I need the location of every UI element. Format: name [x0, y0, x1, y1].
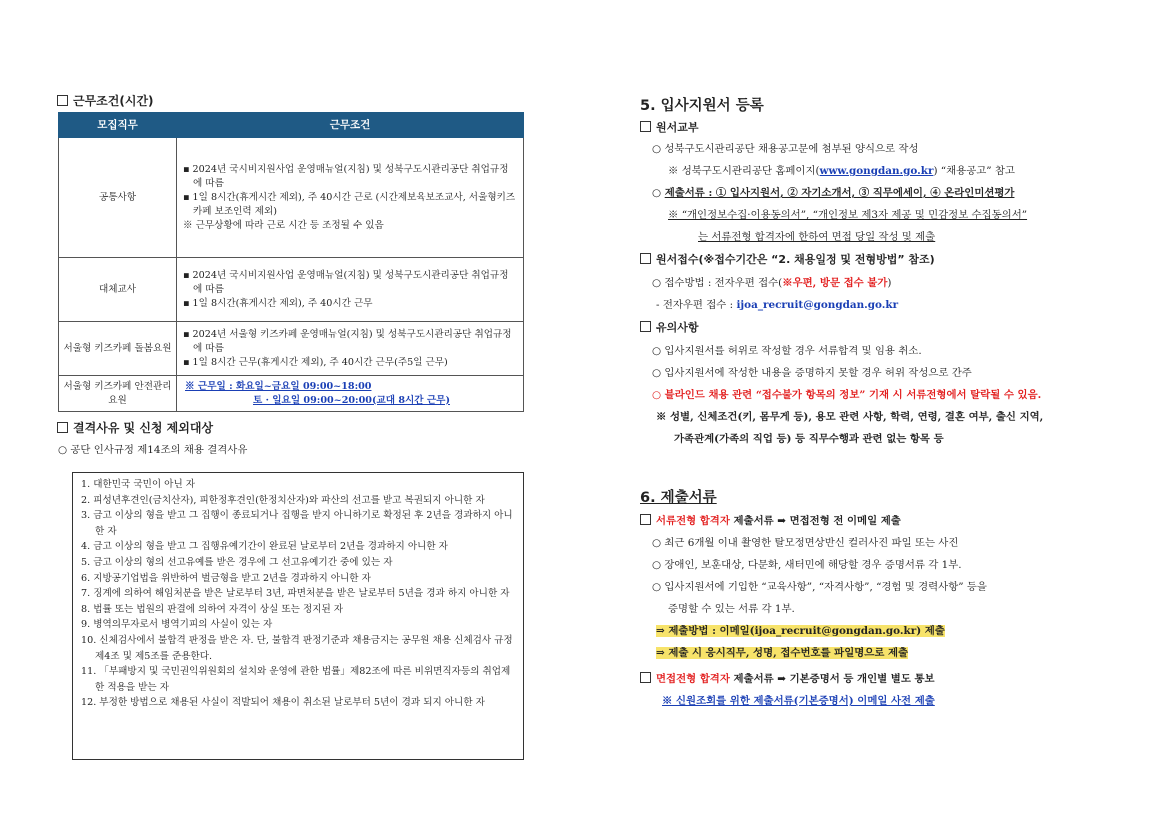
text-line: ⇒ 제출방법 : 이메일(ijoa_recruit@gongdan.go.kr) 제출: [656, 625, 945, 637]
text-line: ○ 최근 6개월 이내 촬영한 탈모정면상반신 컬러사진 파일 또는 사진: [652, 537, 959, 549]
recruit-email-link[interactable]: ijoa_recruit@gongdan.go.kr: [736, 299, 899, 311]
condition-line: 토 · 일요일 09:00~20:00(교대 8시간 근무): [253, 394, 450, 406]
text-line: ※ “개인정보수집·이용동의서”, “개인정보 제3자 제공 및 민감정보 수집동의서”: [668, 209, 1028, 221]
text-line: - 전자우편 접수 : ijoa_recruit@gongdan.go.kr: [656, 299, 899, 311]
section6-title: 6. 제출서류: [640, 490, 717, 506]
list-item: 5. 금고 이상의 형의 선고유예를 받은 경우에 그 선고유예기간 중에 있는 자: [81, 556, 393, 568]
document-pass-heading: 서류전형 합격자 제출서류 ➡ 면접전형 전 이메일 제출: [640, 510, 1120, 532]
job-cell: 서울형 키즈카페 돌봄요원: [59, 322, 177, 376]
section5-title: 5. 입사지원서 등록: [640, 98, 764, 114]
text-line: ○ 입사지원서에 작성한 내용을 증명하지 못할 경우 허위 작성으로 간주: [652, 367, 972, 379]
condition-line: ▪ 2024년 국시비지원사업 운영매뉴얼(지침) 및 성북구도시관리공단 취업규정에 따름: [183, 163, 509, 189]
condition-line: ▪ 2024년 국시비지원사업 운영매뉴얼(지침) 및 성북구도시관리공단 취업규정에 따름: [183, 269, 509, 295]
condition-line: ▪ 1일 8시간(휴게시간 제외), 주 40시간 근무: [183, 297, 373, 309]
condition-cell: [177, 376, 524, 412]
application-receipt-heading: 원서접수(※접수기간은 “2. 채용일정 및 전형방법” 참조): [640, 248, 1120, 272]
job-cell: 서울형 키즈카페 안전관리요원: [59, 376, 177, 412]
text-line: ⇒ 제출 시 응시직무, 성명, 접수번호를 파일명으로 제출: [656, 647, 909, 659]
text-line: ○ 성북구도시관리공단 채용공고문에 첨부된 양식으로 작성: [652, 143, 919, 155]
interview-pass-heading: 면접전형 합격자 제출서류 ➡ 기본증명서 등 개인별 별도 통보: [640, 668, 1120, 690]
text-line: ○ 접수방법 : 전자우편 접수(※우편, 방문 접수 불가): [652, 277, 892, 289]
text-line: ※ 신원조회를 위한 제출서류(기본증명서) 이메일 사전 제출: [662, 695, 935, 707]
list-item: 11. 「부패방지 및 국민권익위원회의 설치와 운영에 관한 법률」제82조에 따른 비위면직자등의 취업제한 적용을 받는 자: [81, 666, 511, 693]
condition-cell: [177, 258, 524, 322]
checkbox-square-icon: [640, 514, 651, 525]
disqualification-heading: 결격사유 및 신청 제외대상: [57, 419, 213, 436]
work-conditions-heading: 근무조건(시간): [57, 92, 154, 109]
text-line: 증명할 수 있는 서류 각 1부.: [668, 603, 795, 615]
condition-line: ▪ 1일 8시간(휴게시간 제외), 주 40시간 근로 (시간제보육보조교사, 서울형키즈카페 보조인력 제외): [183, 191, 516, 217]
text-line: 는 서류전형 합격자에 한하여 면접 당일 작성 및 제출: [698, 231, 936, 243]
disqualification-list: [72, 472, 524, 760]
table-header-row: [59, 113, 524, 138]
table-header-condition: 근무조건: [177, 113, 524, 138]
table-row: [59, 376, 524, 412]
list-item: 7. 징계에 의하여 해임처분을 받은 날로부터 3년, 파면처분을 받은 날로부터 5년을 경과 하지 아니한 자: [81, 588, 510, 600]
work-conditions-table: [58, 112, 524, 412]
notes-heading: 유의사항: [640, 316, 1120, 340]
checkbox-square-icon: [57, 95, 68, 106]
condition-line: ▪ 1일 8시간 근무(휴게시간 제외), 주 40시간 근무(주5일 근무): [183, 356, 448, 368]
condition-cell: [177, 138, 524, 258]
list-item: 3. 금고 이상의 형을 받고 그 집행이 종료되거나 집행을 받지 아니하기로 확정된 후 2년을 경과하지 아니한 자: [81, 510, 513, 537]
list-item: 10. 신체검사에서 불합격 판정을 받은 자. 단, 불합격 판정기준과 채용금지는 공무원 채용 신체검사 규정 제4조 및 제5조를 준용한다.: [81, 634, 513, 662]
condition-cell: [177, 322, 524, 376]
disqualification-subtitle: ○ 공단 인사규정 제14조의 채용 결격사유: [58, 444, 248, 456]
text-line: ○ 입사지원서를 허위로 작성할 경우 서류합격 및 임용 취소.: [652, 345, 922, 357]
text-line: 가족관계(가족의 직업 등) 등 직무수행과 관련 없는 항목 등: [674, 433, 944, 445]
list-item: 12. 부정한 방법으로 채용된 사실이 적발되어 채용이 취소된 날로부터 5년이 경과 되지 아니한 자: [81, 697, 485, 709]
text-line: ○ 장애인, 보훈대상, 다문화, 새터민에 해당할 경우 증명서류 각 1부.: [652, 559, 962, 571]
list-item: 9. 병역의무자로서 병역기피의 사실이 있는 자: [81, 619, 273, 631]
table-row: [59, 258, 524, 322]
checkbox-square-icon: [640, 253, 651, 264]
condition-line: ※ 근무일 : 화요일~금요일 09:00~18:00: [185, 380, 372, 392]
text-line: ※ 성별, 신체조건(키, 몸무게 등), 용모 관련 사항, 학력, 연령, 결혼 여부, 출신 지역,: [656, 411, 1044, 423]
homepage-link[interactable]: www.gongdan.go.kr: [819, 165, 934, 177]
table-row: [59, 322, 524, 376]
list-item: 4. 금고 이상의 형을 받고 그 집행유예기간이 완료된 날로부터 2년을 경과하지 아니한 자: [81, 541, 448, 553]
checkbox-square-icon: [640, 321, 651, 332]
job-cell: 공통사항: [59, 138, 177, 258]
checkbox-square-icon: [57, 422, 68, 433]
text-line: ○ 입사지원서에 기입한 “교육사항”, “자격사항”, “경험 및 경력사항” 등을: [652, 581, 987, 593]
list-item: 2. 피성년후견인(금치산자), 피한정후견인(한정치산자)와 파산의 선고를 받고 복권되지 아니한 자: [81, 494, 485, 506]
table-header-job: 모집직무: [59, 113, 177, 138]
text-line: ○ 블라인드 채용 관련 “접수불가 항목의 정보” 기재 시 서류전형에서 탈락될 수 있음.: [652, 389, 1042, 401]
checkbox-square-icon: [640, 672, 651, 683]
list-item: 8. 법률 또는 법원의 판결에 의하여 자격이 상실 또는 정지된 자: [81, 603, 344, 615]
application-form-heading: 원서교부: [640, 118, 1120, 138]
list-item: 1. 대한민국 국민이 아닌 자: [81, 479, 196, 490]
text-line: ※ 성북구도시관리공단 홈페이지(www.gongdan.go.kr) “채용공고” 참고: [668, 165, 1015, 177]
table-row: [59, 138, 524, 258]
checkbox-square-icon: [640, 121, 651, 132]
list-item: 6. 지방공기업법을 위반하여 벌금형을 받고 2년을 경과하지 아니한 자: [81, 572, 371, 584]
section5-body: [640, 118, 1120, 450]
condition-line: ※ 근무상황에 따라 근로 시간 등 조정될 수 있음: [183, 219, 384, 231]
condition-line: ▪ 2024년 서울형 키즈카페 운영매뉴얼(지침) 및 성북구도시관리공단 취업규정에 따름: [183, 328, 512, 354]
section6-body: [640, 510, 1120, 712]
job-cell: 대체교사: [59, 258, 177, 322]
text-line: ○ 제출서류 : ① 입사지원서, ② 자기소개서, ③ 직무에세이, ④ 온라인미션평가: [652, 187, 1015, 199]
